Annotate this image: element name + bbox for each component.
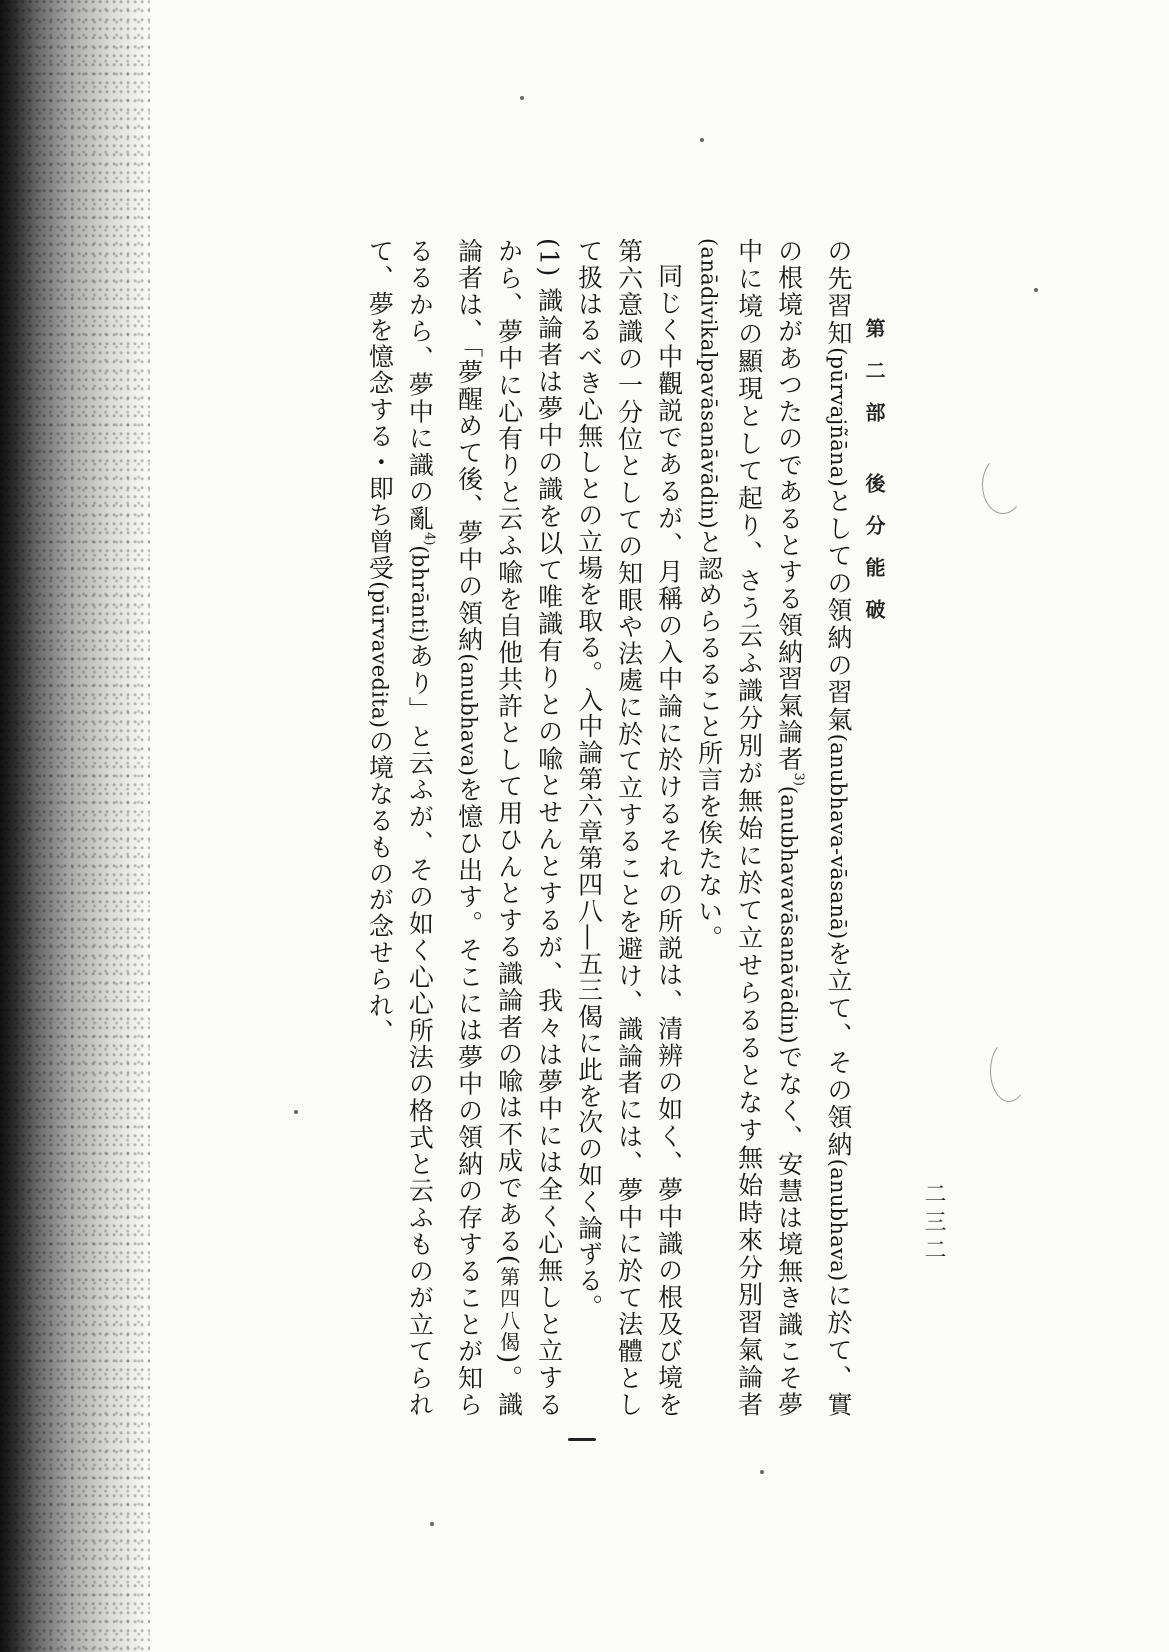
sanskrit-term: (anādivikalpavāsanāvādin) [696,238,721,529]
sanskrit-term: (anubhavavāsanāvādin) [776,785,801,1044]
text-run: の境なるものが念せられ、 [365,728,395,1046]
scan-mark [294,1110,298,1114]
body-text [218,238,858,1418]
scan-mark [990,1040,1028,1102]
text-run: の先習知 [824,238,853,348]
sanskrit-term: (pūrvajñāna) [826,347,850,488]
scan-mark [760,1470,764,1474]
sanskrit-term: (pūrvavedita) [367,581,392,729]
scan-mark [568,1438,596,1441]
running-head: 第二部 後分能破 [862,318,886,641]
sanskrit-term: (anubhava) [826,1158,850,1282]
paragraph-2: 同じく中觀説であるが、月稱の入中論に於けるそれの所説は、清辨の如く、夢中識の根及び境を第六意識の一分位としての知眼や法處に於て立することを避け、識論者には、夢中に於て法體として扱はるべき心無しとの立場を取る。入中論第六章第四八―五三偈に此を次の如く論ずる。 [574,238,684,1418]
inline-reference: 第四八偈 [496,1265,521,1354]
text-run: あり」と云ふが、その如く心心所法の格式と云ふものが立てられて、夢を憶念する・即ち曾受 [365,238,435,1418]
scan-binding-shadow [0,0,150,1652]
scan-mark [430,1522,434,1526]
text-run: )。識論者は、「夢醒めて後、夢中の領納 [454,238,524,1418]
footnote-marker: 3) [791,772,806,786]
text-run: に於て、實の根境があつたのであるとする領納習氣論者 [774,238,853,1419]
text-run: としての領納の習氣 [824,487,853,734]
sanskrit-term: (anubhava-vāsanā) [826,733,850,940]
text-run: を憶ひ出す。そこには夢中の領納の存することが知らるるから、夢中に識の亂 [405,238,484,1418]
paragraph-1 [689,238,858,1418]
text-run: と認めらるること所言を俟たない。 [694,528,724,952]
scan-mark [700,138,704,142]
sanskrit-term: (anubhava) [456,653,481,777]
scan-mark [520,96,524,100]
paragraph-3 [359,238,568,1418]
page-number: 二三二 [921,1182,946,1266]
sanskrit-term: (bhrānti) [407,545,432,643]
text-run: でなく、安慧は境無き識こそ夢中に境の顯現として起り、さう云ふ識分別が無始に於て立せらるるとなす無始時來分別習氣論者 [734,238,804,1418]
text-run: (1) 識論者は夢中の識を以て唯識有りとの喩とせんとするが、我々は夢中には全く心無しと立するから、夢中に心有りと云ふ喩を自他共許として用ひんとする識論者の喩は不成である( [494,238,564,1418]
text-run: を立て、その領納 [824,939,853,1159]
scan-mark [982,456,1024,514]
scan-mark [1034,288,1038,292]
footnote-marker: 4) [421,532,437,546]
